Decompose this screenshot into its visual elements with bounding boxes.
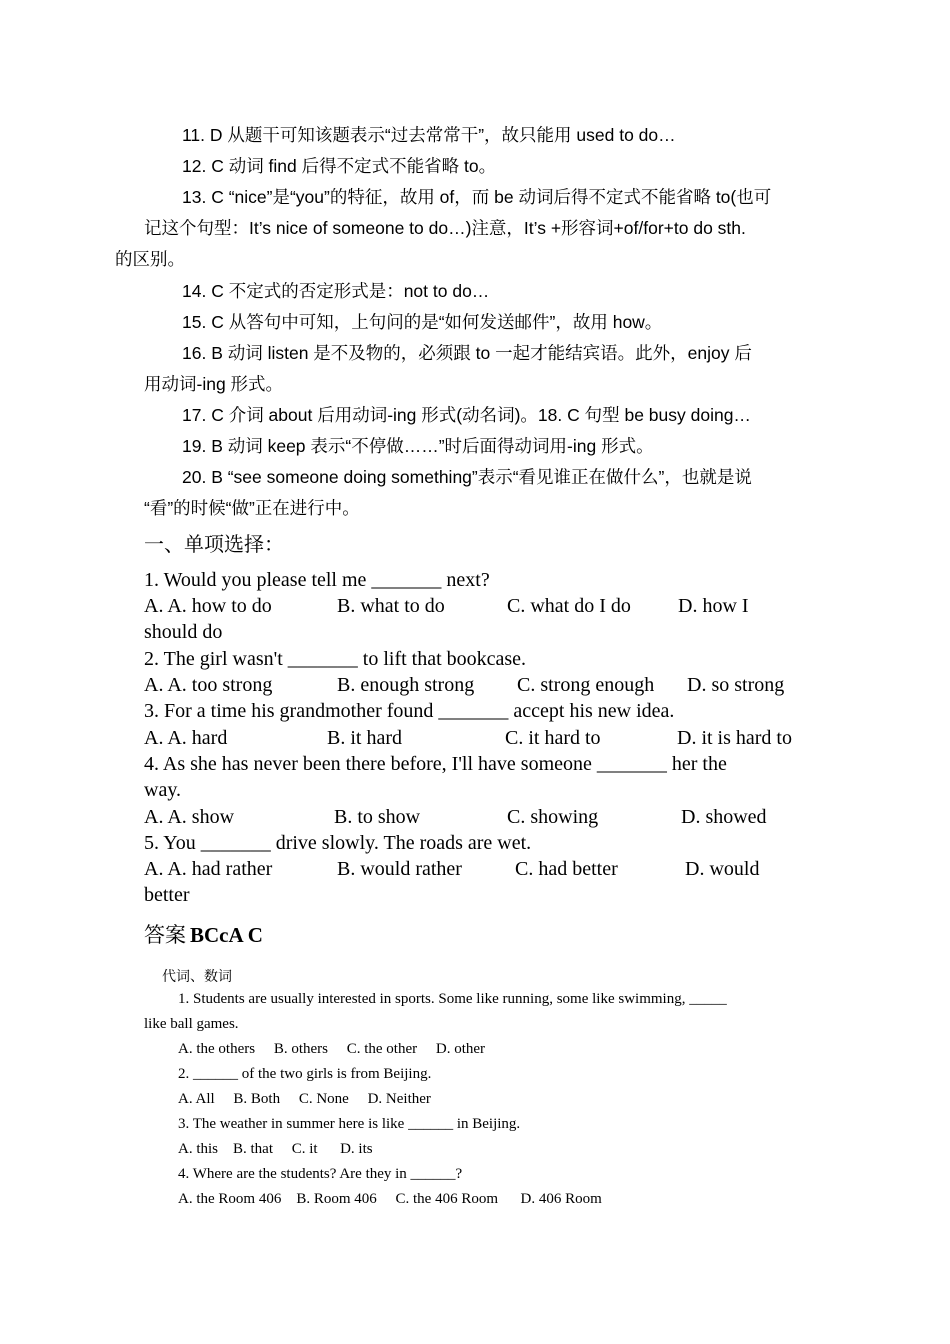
question-2-option-b: B. enough strong bbox=[337, 674, 475, 696]
explanation-20-cont: “看”的时候“做”正在进行中。 bbox=[144, 498, 360, 518]
explanation-16-cont: 用动词-ing 形式。 bbox=[144, 374, 284, 394]
question-2-option-d: D. so strong bbox=[687, 674, 785, 696]
question-4-option-a: A. A. show bbox=[144, 806, 235, 828]
question-3-option-c: C. it hard to bbox=[505, 727, 601, 749]
question-1-option-d: D. how I bbox=[678, 595, 749, 617]
question-4-stem-wrap: way. bbox=[144, 779, 182, 801]
question-1-option-a: A. A. how to do bbox=[144, 595, 272, 617]
explanation-16: 16. B 动词 listen 是不及物的，必须跟 to 一起才能结宾语。此外，enjoy 后 bbox=[182, 343, 752, 363]
s2-question-2-stem: 2. ______ of the two girls is from Beijing. bbox=[178, 1066, 432, 1082]
s2-question-2-options: A. All B. Both C. None D. Neither bbox=[178, 1091, 431, 1107]
s2-question-3-options: A. this B. that C. it D. its bbox=[178, 1141, 373, 1157]
question-2-option-a: A. A. too strong bbox=[144, 674, 273, 696]
explanation-13-end: 的区别。 bbox=[115, 249, 185, 269]
question-4-option-c: C. showing bbox=[507, 806, 599, 828]
answer-value: BCcA C bbox=[190, 923, 263, 947]
answer-line bbox=[144, 919, 263, 949]
explanation-14: 14. C 不定式的否定形式是：not to do… bbox=[182, 281, 490, 301]
explanation-17-18: 17. C 介词 about 后用动词-ing 形式(动名词)。18. C 句型 be busy doing… bbox=[182, 405, 751, 425]
explanation-15: 15. C 从答句中可知，上句问的是“如何发送邮件”，故用 how。 bbox=[182, 312, 663, 332]
section-heading-single-choice: 一、单项选择： bbox=[144, 532, 284, 556]
question-5-option-d-wrap: better bbox=[144, 884, 190, 906]
question-1-option-b: B. what to do bbox=[337, 595, 445, 617]
question-5-stem: 5. You _______ drive slowly. The roads are wet. bbox=[144, 832, 532, 854]
question-4-option-d: D. showed bbox=[681, 806, 767, 828]
question-1-stem: 1. Would you please tell me _______ next? bbox=[144, 569, 490, 591]
s2-question-4-stem: 4. Where are the students? Are they in ______? bbox=[178, 1166, 463, 1182]
s2-question-3-stem: 3. The weather in summer here is like ______ in Beijing. bbox=[178, 1116, 521, 1132]
question-1-option-d-wrap: should do bbox=[144, 621, 223, 643]
question-3-stem: 3. For a time his grandmother found _______ accept his new idea. bbox=[144, 700, 675, 722]
question-2-option-c: C. strong enough bbox=[517, 674, 655, 696]
s2-question-1-options: A. the others B. others C. the other D. other bbox=[178, 1041, 486, 1057]
question-5-option-d: D. would bbox=[685, 858, 760, 880]
question-5-option-c: C. had better bbox=[515, 858, 618, 880]
answer-label: 答案 bbox=[144, 923, 186, 947]
question-3-option-b: B. it hard bbox=[327, 727, 402, 749]
s2-question-4-options: A. the Room 406 B. Room 406 C. the 406 Room D. 406 Room bbox=[178, 1191, 602, 1207]
question-4-option-b: B. to show bbox=[334, 806, 421, 828]
explanation-12: 12. C 动词 find 后得不定式不能省略 to。 bbox=[182, 156, 497, 176]
question-4-stem: 4. As she has never been there before, I'll have someone _______ her the bbox=[144, 753, 727, 775]
question-3-option-a: A. A. hard bbox=[144, 727, 228, 749]
explanation-13-cont: 记这个句型：It’s nice of someone to do…)注意，It’s +形容词+of/for+to do sth. bbox=[144, 218, 746, 238]
explanation-11: 11. D 从题干可知该题表示“过去常常干”，故只能用 used to do… bbox=[182, 125, 676, 145]
question-5-option-a: A. A. had rather bbox=[144, 858, 273, 880]
explanation-19: 19. B 动词 keep 表示“不停做……”时后面得动词用-ing 形式。 bbox=[182, 436, 654, 456]
explanation-13: 13. C “nice”是“you”的特征，故用 of，而 be 动词后得不定式不能省略 to(也可 bbox=[182, 187, 772, 207]
question-2-stem: 2. The girl wasn't _______ to lift that bookcase. bbox=[144, 648, 527, 670]
explanation-20: 20. B “see someone doing something”表示“看见谁正在做什么”，也就是说 bbox=[182, 467, 752, 487]
s2-question-1-stem: 1. Students are usually interested in sports. Some like running, some like swimming, _____ bbox=[178, 991, 727, 1007]
question-5-option-b: B. would rather bbox=[337, 858, 462, 880]
s2-question-1-wrap: like ball games. bbox=[144, 1016, 239, 1032]
question-3-option-d: D. it is hard to bbox=[677, 727, 792, 749]
question-1-option-c: C. what do I do bbox=[507, 595, 631, 617]
section-heading-pronouns-numerals: 代词、数词 bbox=[162, 969, 232, 985]
